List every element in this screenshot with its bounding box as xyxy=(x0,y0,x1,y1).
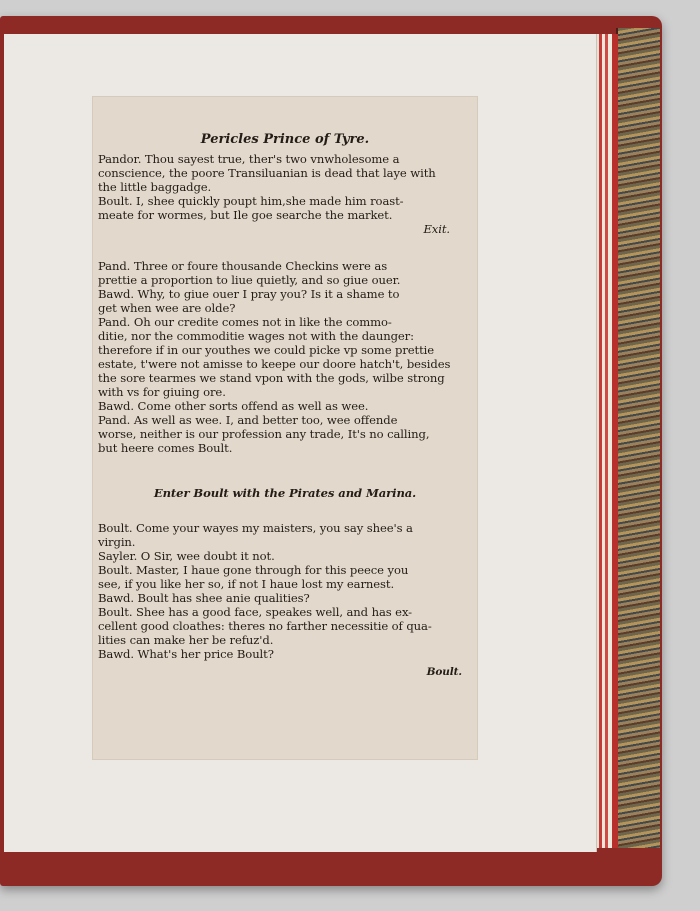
text-line: Boult. I, shee quickly poupt him,she made him roast- xyxy=(98,194,404,208)
catchword: Boult. xyxy=(426,666,462,678)
text-line: conscience, the poore Transiluanian is dead that laye with xyxy=(98,166,436,180)
text-line: Boult. Master, I haue gone through for this peece you xyxy=(98,563,409,577)
text-line: Pand. Oh our credite comes not in like the commo- xyxy=(98,315,392,329)
text-line: cellent good cloathes: theres no farther necessitie of qua- xyxy=(98,619,432,633)
text-line: Boult. Shee has a good face, speakes well, and has ex- xyxy=(98,605,413,619)
stage-direction-entry: Enter Boult with the Pirates and Marina. xyxy=(153,486,417,500)
text-line: Pand. As well as wee. I, and better too, wee offende xyxy=(98,413,398,427)
marbled-edge xyxy=(616,28,660,848)
text-line: Boult. Come your wayes my maisters, you say shee's a xyxy=(98,521,413,535)
text-line: ditie, nor the commoditie wages not with the daunger: xyxy=(98,329,414,343)
text-line: meate for wormes, but Ile goe searche the market. xyxy=(98,208,393,222)
text-line: therefore if in our youthes we could picke vp some prettie xyxy=(98,343,435,357)
text-line: Bawd. Come other sorts offend as well as wee. xyxy=(98,399,369,413)
text-line: estate, t'were not amisse to keepe our doore hatch't, besides xyxy=(98,357,451,371)
text-line: prettie a proportion to liue quietly, and so giue ouer. xyxy=(98,273,401,287)
text-line: get when wee are olde? xyxy=(98,301,236,315)
stage-direction: Exit. xyxy=(423,222,450,236)
leaf-text xyxy=(92,96,478,760)
text-line: but heere comes Boult. xyxy=(98,441,233,455)
text-line: Bawd. Boult has shee anie qualities? xyxy=(98,591,310,605)
text-line: Pand. Three or foure thousande Checkins were as xyxy=(98,259,388,273)
text-line: with vs for giuing ore. xyxy=(98,385,226,399)
text-line: Sayler. O Sir, wee doubt it not. xyxy=(98,549,275,563)
text-line: Pandor. Thou sayest true, ther's two vnwholesome a xyxy=(98,152,400,166)
text-line: the sore tearmes we stand vpon with the gods, wilbe strong xyxy=(98,371,445,385)
text-line: see, if you like her so, if not I haue lost my earnest. xyxy=(98,577,395,591)
running-head: Pericles Prince of Tyre. xyxy=(200,132,370,147)
text-line: Bawd. What's her price Boult? xyxy=(98,647,274,661)
text-line: the little baggadge. xyxy=(98,180,212,194)
printed-leaf xyxy=(92,96,478,760)
text-line: lities can make her be refuz'd. xyxy=(98,633,274,647)
page-edges xyxy=(596,34,618,848)
text-line: virgin. xyxy=(98,535,136,549)
text-line: Bawd. Why, to giue ouer I pray you? Is it a shame to xyxy=(98,287,400,301)
text-line: worse, neither is our profession any trade, It's no calling, xyxy=(98,427,430,441)
